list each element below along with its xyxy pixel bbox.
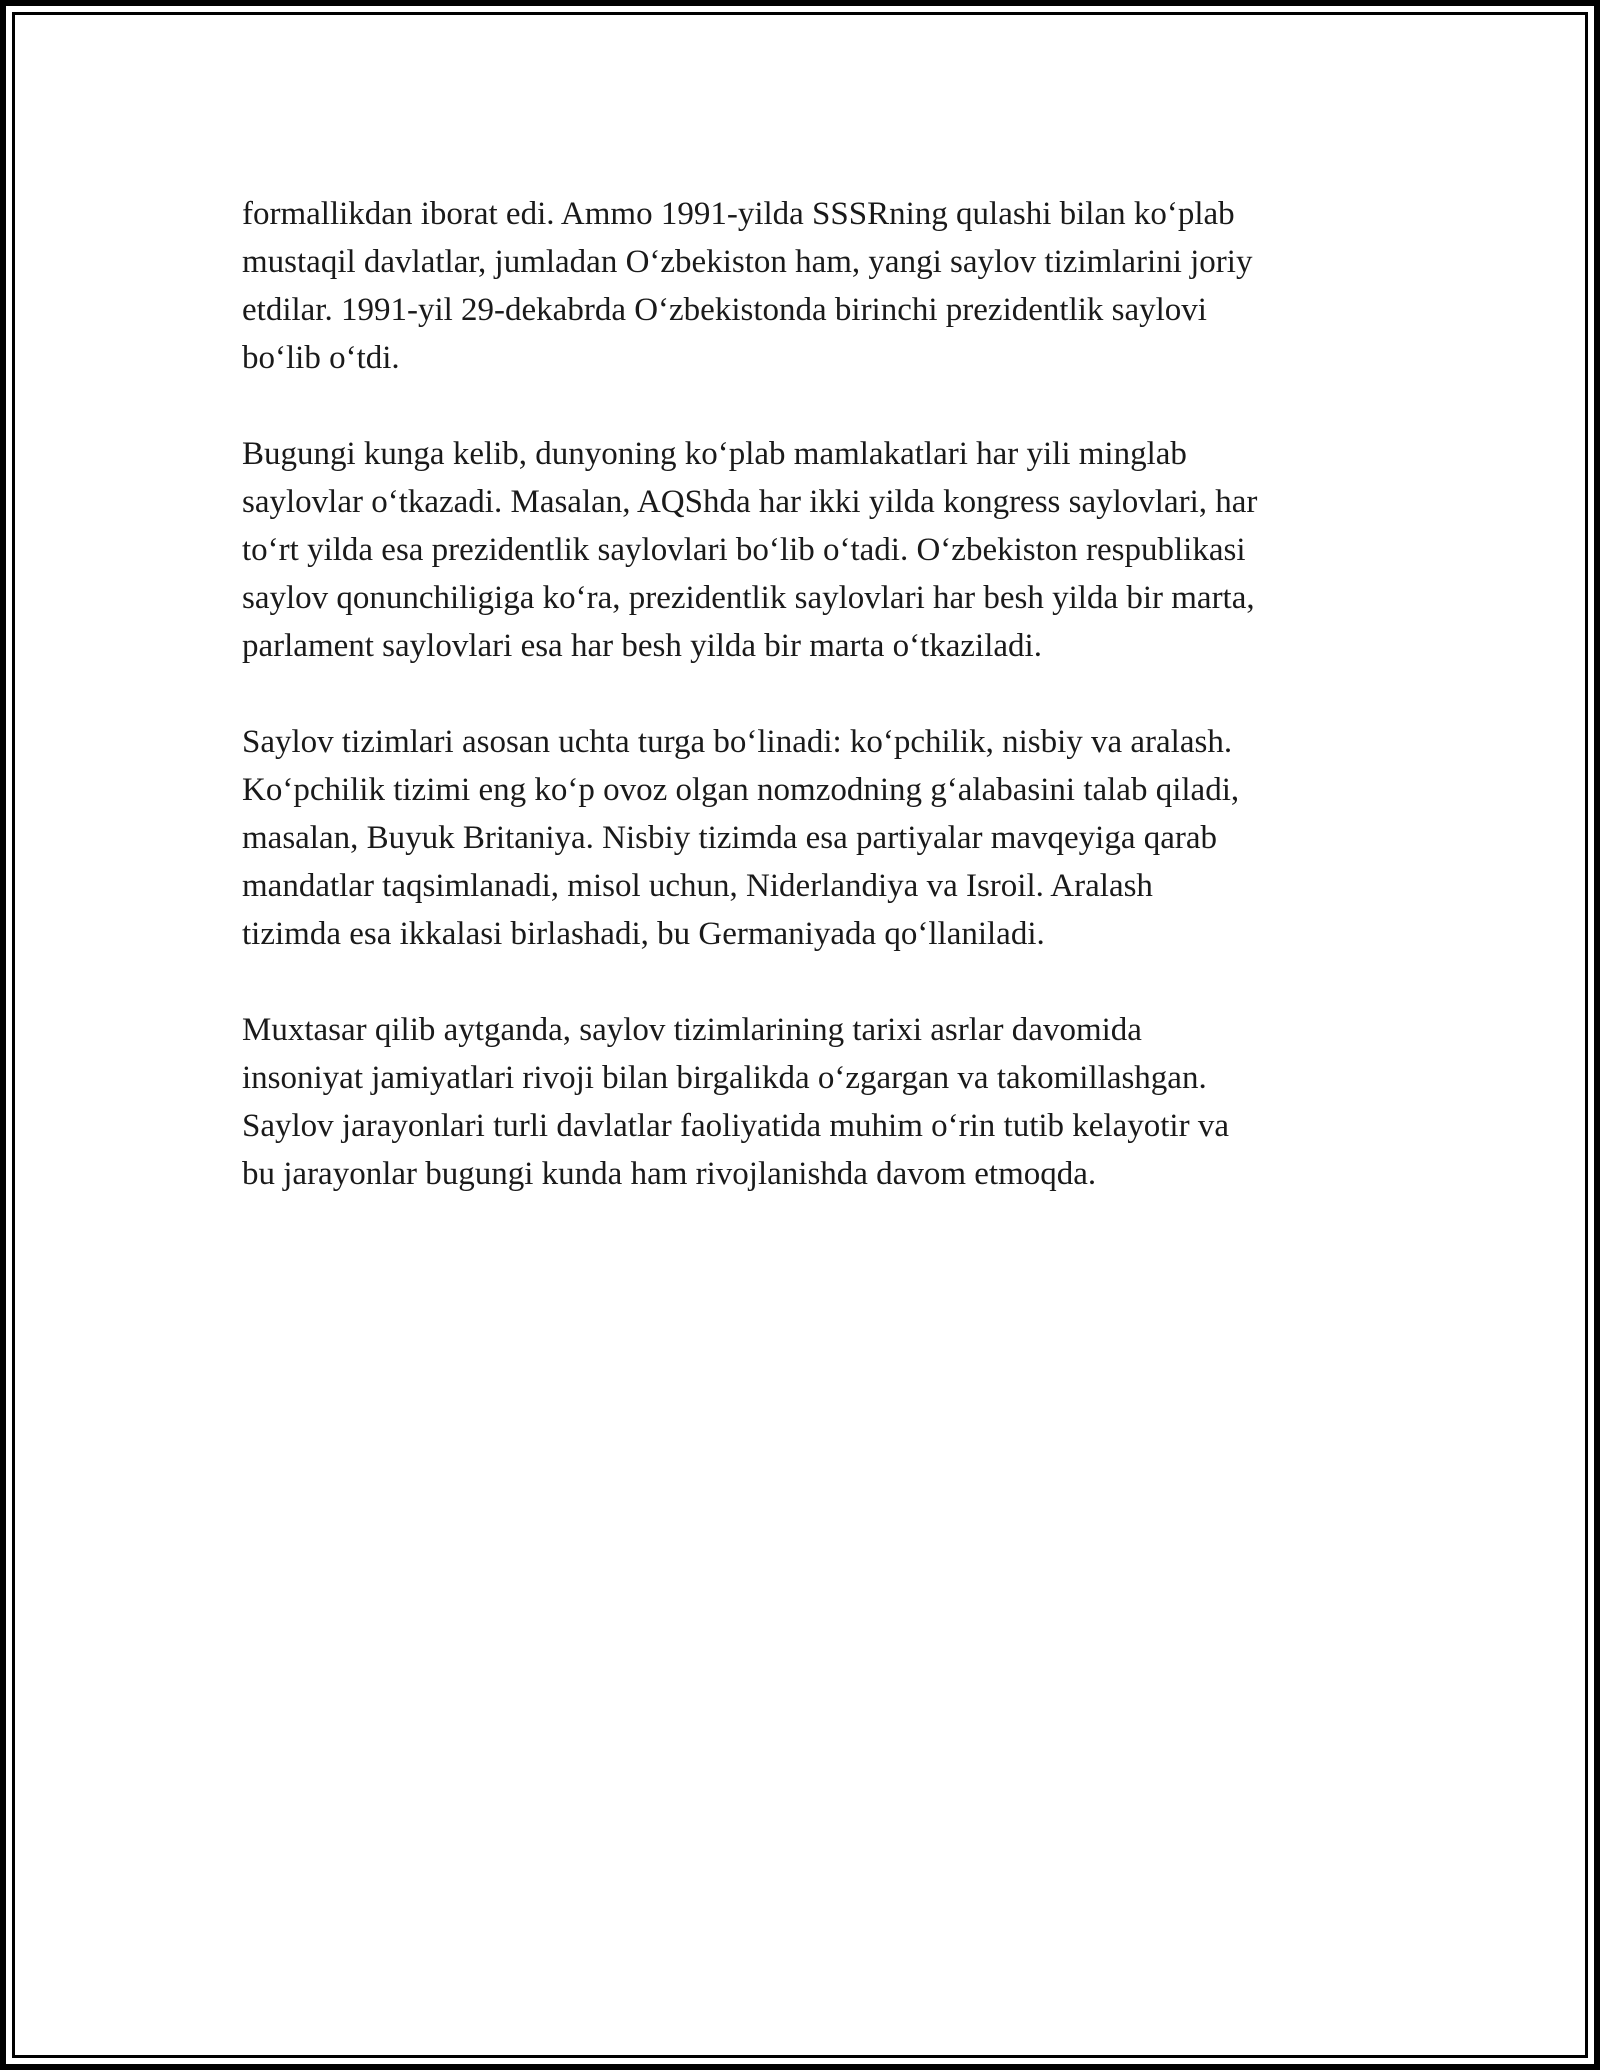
paragraph-3 (242, 718, 1422, 958)
text-line: saylovlar o‘tkazadi. Masalan, AQShda har ikki yilda kongress saylovlari, har (242, 484, 1258, 520)
paragraph-1 (242, 190, 1422, 382)
text-line: etdilar. 1991-yil 29-dekabrda O‘zbekistonda birinchi prezidentlik saylovi (242, 292, 1207, 328)
text-line: bo‘lib o‘tdi. (242, 340, 400, 376)
text-line: mandatlar taqsimlanadi, misol uchun, Niderlandiya va Isroil. Aralash (242, 868, 1153, 904)
text-line: bu jarayonlar bugungi kunda ham rivojlanishda davom etmoqda. (242, 1156, 1097, 1192)
text-line: formallikdan iborat edi. Ammo 1991-yilda SSSRning qulashi bilan ko‘plab (242, 196, 1235, 232)
text-line: masalan, Buyuk Britaniya. Nisbiy tizimda esa partiyalar mavqeyiga qarab (242, 820, 1218, 856)
text-line: mustaqil davlatlar, jumladan O‘zbekiston ham, yangi saylov tizimlarini joriy (242, 244, 1253, 280)
text-line: insoniyat jamiyatlari rivoji bilan birgalikda o‘zgargan va takomillashgan. (242, 1060, 1207, 1096)
text-line: tizimda esa ikkalasi birlashadi, bu Germaniyada qo‘llaniladi. (242, 916, 1045, 952)
text-line: Muxtasar qilib aytganda, saylov tizimlarining tarixi asrlar davomida (242, 1012, 1142, 1048)
text-line: Bugungi kunga kelib, dunyoning ko‘plab mamlakatlari har yili minglab (242, 436, 1187, 472)
text-line: Saylov tizimlari asosan uchta turga bo‘linadi: ko‘pchilik, nisbiy va aralash. (242, 724, 1233, 760)
text-line: saylov qonunchiligiga ko‘ra, prezidentlik saylovlari har besh yilda bir marta, (242, 580, 1255, 616)
text-line: parlament saylovlari esa har besh yilda bir marta o‘tkaziladi. (242, 628, 1042, 664)
paragraph-4 (242, 1006, 1422, 1198)
text-line: Ko‘pchilik tizimi eng ko‘p ovoz olgan nomzodning g‘alabasini talab qiladi, (242, 772, 1240, 808)
text-line: Saylov jarayonlari turli davlatlar faoliyatida muhim o‘rin tutib kelayotir va (242, 1108, 1229, 1144)
paragraph-2 (242, 430, 1422, 670)
document-body (242, 190, 1422, 1246)
text-line: to‘rt yilda esa prezidentlik saylovlari bo‘lib o‘tadi. O‘zbekiston respublikasi (242, 532, 1246, 568)
